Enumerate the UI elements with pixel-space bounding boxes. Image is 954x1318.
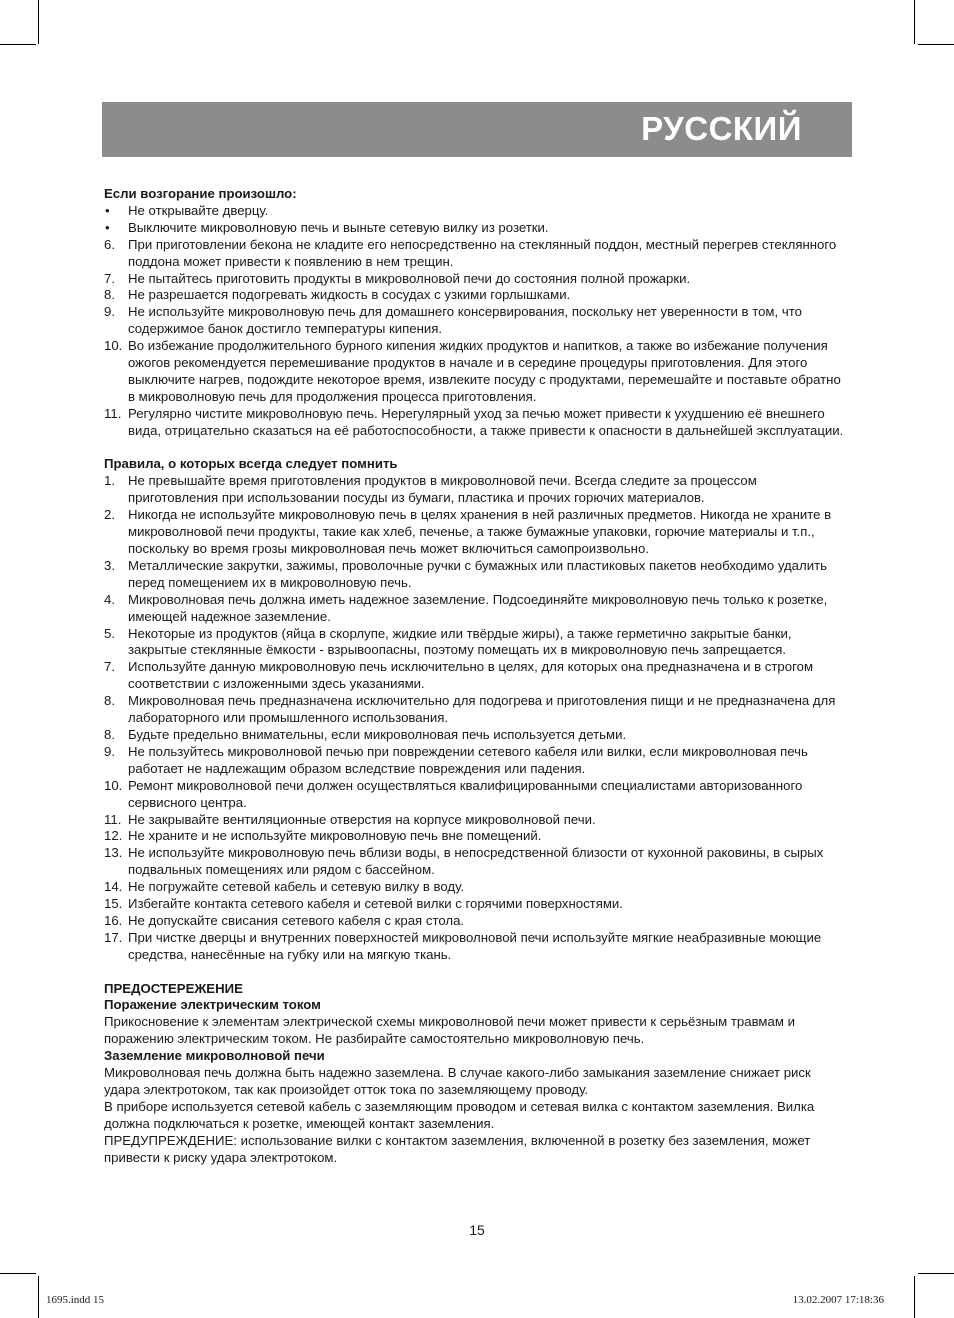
list-item bbox=[104, 879, 850, 896]
list-marker: 8. bbox=[104, 287, 115, 303]
page-number: 15 bbox=[469, 1222, 485, 1238]
list-item-text: Не храните и не используйте микроволновую печь вне помещений. bbox=[128, 828, 542, 844]
list-item bbox=[104, 507, 850, 558]
list-marker: 4. bbox=[104, 591, 115, 607]
crop-mark bbox=[914, 0, 915, 44]
crop-mark bbox=[38, 1276, 39, 1318]
list-marker: 8. bbox=[104, 726, 115, 742]
list-marker: • bbox=[105, 219, 110, 235]
list-item bbox=[104, 744, 850, 778]
list-marker: 1. bbox=[104, 473, 115, 489]
crop-mark bbox=[914, 1276, 915, 1318]
list-item-text: Никогда не используйте микроволновую печь в целях хранения в ней различных предметов. Никогда не храните в микроволновой печи продукты, такие как хлеб, печенье, а также бумажные упаковки, горючие материалы и т.п., поскольку во время грозы микроволновая печь может включиться самопроизвольно. bbox=[128, 507, 832, 557]
list-item-text: Не разрешается подогревать жидкость в сосудах с узкими горлышками. bbox=[128, 287, 571, 303]
list-item bbox=[104, 220, 850, 237]
list-item bbox=[104, 271, 850, 288]
document-body bbox=[104, 186, 850, 1167]
safety-rules-list bbox=[104, 473, 850, 963]
list-marker: 15. bbox=[104, 896, 123, 912]
list-marker: 7. bbox=[104, 270, 115, 286]
list-marker: 11. bbox=[104, 811, 122, 827]
list-item-text: Будьте предельно внимательны, если микроволновая печь используется детьми. bbox=[128, 726, 627, 742]
list-item-text: Не используйте микроволновую печь вблизи воды, в непосредственной близости от кухонной раковины, в сырых подвальных помещениях или рядом с бассейном. bbox=[128, 845, 824, 878]
list-marker: 11. bbox=[104, 405, 122, 421]
section-heading: Правила, о которых всегда следует помнить bbox=[104, 456, 398, 472]
list-marker: 6. bbox=[104, 236, 115, 252]
list-item-text: Во избежание продолжительного бурного кипения жидких продуктов и напитков, а также во избежание получения ожогов рекомендуется перемешивание продуктов в начале и в середине процедуры приготовления. Для этого выключите нагрев, подождите некоторое время, извлеките посуду с продуктами, перемешайте и поставьте обратно в микроволновую печь для продолжения процесса приготовления. bbox=[128, 338, 841, 404]
list-item bbox=[104, 812, 850, 829]
list-item bbox=[104, 304, 850, 338]
list-item-text: Ремонт микроволновой печи должен осуществляться квалифицированными специалистами авторизованного сервисного центра. bbox=[128, 777, 803, 810]
list-item bbox=[104, 237, 850, 271]
crop-mark bbox=[918, 44, 954, 45]
language-banner bbox=[102, 102, 852, 157]
list-marker: 9. bbox=[104, 743, 115, 759]
list-item-text: Микроволновая печь должна иметь надежное заземление. Подсоединяйте микроволновую печь только к розетке, имеющей надежное заземление. bbox=[128, 591, 828, 624]
list-item bbox=[104, 727, 850, 744]
list-item bbox=[104, 626, 850, 660]
crop-mark bbox=[38, 0, 39, 44]
list-item bbox=[104, 406, 850, 440]
list-item bbox=[104, 913, 850, 930]
list-item-text: Регулярно чистите микроволновую печь. Нерегулярный уход за печью может привести к ухудшению её внешнего вида, отрицательно сказаться на её работоспособности, а также привести к опасности в дальнейшей эксплуатации. bbox=[128, 405, 844, 438]
section-heading: Если возгорание произошло: bbox=[104, 186, 297, 201]
list-marker: 8. bbox=[104, 693, 115, 709]
list-item-text: При приготовлении бекона не кладите его непосредственно на стеклянный поддон, местный перегрев стеклянного поддона может привести к появлению в нем трещин. bbox=[128, 236, 837, 269]
list-marker: 16. bbox=[104, 912, 123, 928]
fire-instructions-list bbox=[104, 203, 850, 440]
page-title: РУССКИЙ bbox=[641, 110, 802, 147]
list-marker: 10. bbox=[104, 338, 123, 354]
list-item-text: Не пытайтесь приготовить продукты в микроволновой печи до состояния полной прожарки. bbox=[128, 270, 691, 286]
list-item-text: Выключите микроволновую печь и выньте сетевую вилку из розетки. bbox=[128, 219, 549, 235]
list-marker: 2. bbox=[104, 507, 115, 523]
list-item bbox=[104, 845, 850, 879]
subsection-heading: Поражение электрическим током bbox=[104, 997, 321, 1013]
paragraph: Микроволновая печь должна быть надежно заземлена. В случае какого-либо замыкания заземление снижает риск удара электротоком, так как произойдет отток тока по заземляющему проводу. bbox=[104, 1065, 811, 1097]
list-marker: 10. bbox=[104, 777, 123, 793]
list-item-text: Не используйте микроволновую печь для домашнего консервирования, поскольку нет уверенности в том, что содержимое банок достигло температуры кипения. bbox=[128, 304, 802, 337]
list-item-text: При чистке дверцы и внутренних поверхностей микроволновой печи используйте мягкие неабразивные моющие средства, нанесённые на губку или на мягкую ткань. bbox=[128, 929, 822, 962]
list-item bbox=[104, 558, 850, 592]
paragraph: В приборе используется сетевой кабель с заземляющим проводом и сетевая вилка с контактом заземления. Вилка должна подключаться к розетке, имеющей контакт заземления. bbox=[104, 1098, 815, 1131]
slug-file-name: 1695.indd 15 bbox=[46, 1294, 105, 1306]
list-item bbox=[104, 659, 850, 693]
list-item bbox=[104, 693, 850, 727]
list-item bbox=[104, 287, 850, 304]
list-item-text: Не погружайте сетевой кабель и сетевую вилку в воду. bbox=[128, 879, 465, 895]
list-item-text: Не превышайте время приготовления продуктов в микроволновой печи. Всегда следите за процессом приготовления при использовании посуды из бумаги, пластика и прочих горючих материалов. bbox=[128, 473, 757, 506]
list-marker: 3. bbox=[104, 557, 115, 573]
list-item-text: Избегайте контакта сетевого кабеля и сетевой вилки с горячими поверхностями. bbox=[128, 896, 623, 912]
list-item-text: Микроволновая печь предназначена исключительно для подогрева и приготовления пищи и не предназначена для лабораторного или промышленного использования. bbox=[128, 693, 836, 726]
list-item bbox=[104, 473, 850, 507]
list-item-text: Не пользуйтесь микроволновой печью при повреждении сетевого кабеля или вилки, если микроволновая печь работает не надлежащим образом вследствие повреждения или падения. bbox=[128, 743, 808, 776]
paragraph: ПРЕДУПРЕЖДЕНИЕ: использование вилки с контактом заземления, включенной в розетку без заземления, может привести к риску удара электротоком. bbox=[104, 1132, 811, 1165]
list-item bbox=[104, 930, 850, 964]
list-item-text: Не допускайте свисания сетевого кабеля с края стола. bbox=[128, 912, 465, 928]
crop-mark bbox=[0, 44, 36, 45]
crop-mark bbox=[0, 1273, 36, 1274]
slug-timestamp: 13.02.2007 17:18:36 bbox=[792, 1294, 884, 1306]
paragraph: Прикосновение к элементам электрической схемы микроволновой печи может привести к серьёзным травмам и поражению электрическим током. Не разбирайте самостоятельно микроволновую печь. bbox=[104, 1014, 795, 1047]
list-marker: 12. bbox=[104, 828, 123, 844]
subsection-heading: Заземление микроволновой печи bbox=[104, 1048, 325, 1064]
list-item bbox=[104, 896, 850, 913]
list-item bbox=[104, 338, 850, 406]
crop-mark bbox=[918, 1273, 954, 1274]
list-marker: 7. bbox=[104, 659, 115, 675]
warning-heading: ПРЕДОСТЕРЕЖЕНИЕ bbox=[104, 980, 243, 996]
list-marker: 5. bbox=[104, 625, 115, 641]
list-item bbox=[104, 203, 850, 220]
list-item-text: Не закрывайте вентиляционные отверстия на корпусе микроволновой печи. bbox=[128, 811, 596, 827]
list-item bbox=[104, 778, 850, 812]
list-item bbox=[104, 592, 850, 626]
list-item-text: Некоторые из продуктов (яйца в скорлупе, жидкие или твёрдые жиры), а также герметично закрытые банки, закрытые стеклянные ёмкости - взрывоопасны, поэтому помещать их в микроволновую печь запрещается. bbox=[128, 625, 792, 658]
list-marker: 14. bbox=[104, 879, 123, 895]
list-item-text: Металлические закрутки, зажимы, проволочные ручки с бумажных или пластиковых пакетов необходимо удалить перед помещением их в микроволновую печь. bbox=[128, 557, 827, 590]
list-marker: 9. bbox=[104, 304, 115, 320]
list-item-text: Не открывайте дверцу. bbox=[128, 202, 269, 218]
list-item-text: Используйте данную микроволновую печь исключительно в целях, для которых она предназначена и в строгом соответствии с изложенными здесь указаниями. bbox=[128, 659, 814, 692]
list-marker: • bbox=[105, 202, 110, 218]
list-marker: 13. bbox=[104, 845, 123, 861]
list-marker: 17. bbox=[104, 929, 123, 945]
list-item bbox=[104, 828, 850, 845]
